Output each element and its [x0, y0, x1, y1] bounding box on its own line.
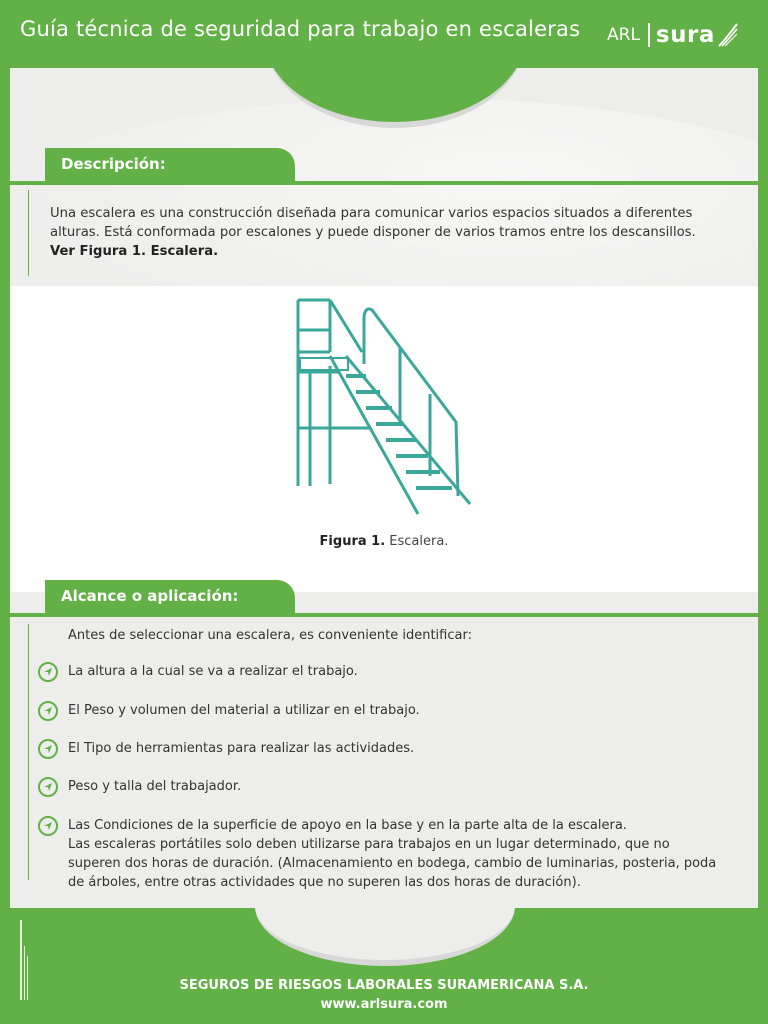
figure-label: Figura 1.	[319, 534, 386, 549]
scope-note-line: Las escaleras portátiles solo deben utilizarse para trabajos en un lugar determinado, que no	[68, 837, 670, 852]
scope-heading: Alcance o aplicación:	[45, 580, 295, 614]
description-rule	[10, 181, 758, 185]
scope-note-line: superen dos horas de duración. (Almacenamiento en bodega, cambio de luminarias, posteria, poda	[68, 856, 717, 871]
figure-caption-text: Escalera.	[389, 534, 449, 549]
scope-item-text: El Peso y volumen del material a utilizar en el trabajo.	[68, 703, 420, 718]
scope-side-line	[28, 624, 29, 880]
scope-item-text: Las Condiciones de la superficie de apoyo en la base y en la parte alta de la escalera.	[68, 818, 627, 833]
check-arrow-icon	[38, 739, 58, 759]
description-body: Una escalera es una construcción diseñada para comunicar varios espacios situados a diferentes alturas. Está conformada por escalones y puede disponer de varios tramos entre los descansillos.	[50, 206, 696, 240]
vertical-legal-mark-icon	[18, 916, 32, 1006]
scope-intro: Antes de seleccionar una escalera, es conveniente identificar:	[68, 628, 472, 643]
figure-caption	[10, 534, 758, 549]
check-arrow-icon	[38, 662, 58, 682]
list-item	[38, 701, 420, 721]
logo-swoosh-icon	[717, 22, 739, 48]
scope-rule	[10, 613, 758, 617]
page-title: Guía técnica de seguridad para trabajo en escaleras	[20, 17, 581, 41]
description-side-line	[28, 190, 29, 276]
scope-note-line: de árboles, entre otras actividades que no superen las dos horas de duración).	[68, 875, 581, 890]
logo-separator	[648, 23, 650, 47]
figure-panel	[10, 286, 758, 592]
check-arrow-icon	[38, 777, 58, 797]
scope-item-block	[68, 816, 716, 892]
footer-company: SEGUROS DE RIESGOS LABORALES SURAMERICANA S.A.	[179, 978, 589, 993]
page-header	[0, 0, 768, 68]
list-item	[38, 777, 241, 797]
arl-sura-logo	[607, 20, 739, 50]
check-arrow-icon	[38, 701, 58, 721]
footer-arc	[255, 906, 515, 966]
scope-item-text: El Tipo de herramientas para realizar las actividades.	[68, 741, 415, 756]
scope-item-text: La altura a la cual se va a realizar el trabajo.	[68, 664, 358, 679]
logo-arl-text: ARL	[607, 25, 640, 45]
list-item	[38, 739, 414, 759]
list-item	[38, 662, 358, 682]
logo-sura-text: sura	[655, 22, 715, 48]
list-item	[38, 816, 716, 892]
footer-url[interactable]: www.arlsura.com	[320, 997, 448, 1012]
description-heading: Descripción:	[45, 148, 295, 182]
description-text	[50, 204, 740, 261]
scope-item-text: Peso y talla del trabajador.	[68, 779, 242, 794]
check-arrow-icon	[38, 816, 58, 836]
document-page	[10, 68, 758, 908]
staircase-illustration	[10, 286, 758, 526]
figure-reference: Ver Figura 1. Escalera.	[50, 244, 219, 259]
page-footer	[0, 908, 768, 1024]
